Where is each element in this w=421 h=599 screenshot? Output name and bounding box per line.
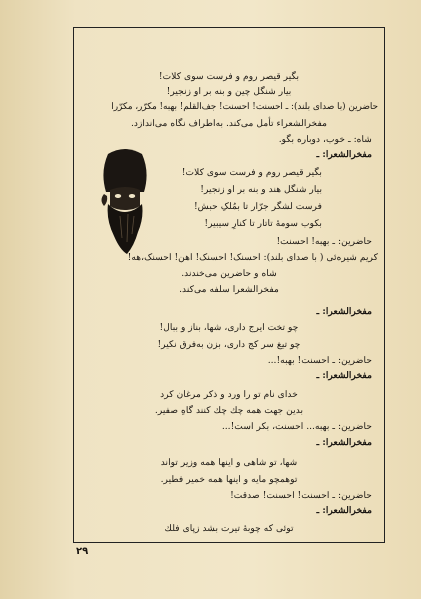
speaker-label: مفخرالشعرا: ـ [316,306,372,317]
verse-line: بگیر قیصر روم و فرست سوی کلات! [181,167,322,178]
verse-line: توهمچو مایه و اینها همه خمیر فطیر. [160,474,298,485]
speaker-label: مفخرالشعرا: ـ [316,437,372,448]
dialogue-line: کریم شیره‌ئی ( با صدای بلند): احسنک! احسنک! اهن! احسنک،هه! [127,252,378,263]
verse-line: بیار شنگل هند و بنه بر او زنجیر! [200,184,322,195]
dialogue-line: حاضرین: ـ احسنت! احسنت! صدقت! [230,490,372,501]
verse-line: بگیر قیصر روم و فرست سوی کلات! [158,71,300,82]
verse-line: بدین جهت همه چك چك کنند گاهِ صفیر. [154,405,304,416]
verse-line: شها، تو شاهی و اینها همه وزیر تواند [160,457,298,468]
verse-line: بیار شنگل چین و بنه بر او زنجیر! [166,86,292,97]
verse-line: فرست لشگر جرّار تا بمُلکِ حبش! [193,201,322,212]
stage-direction: مفخرالشعرا سلفه می‌کند. [179,284,279,295]
verse-line: چو تخت ایرج داری، شها، بناز و ببال! [159,322,299,333]
speaker-label: مفخرالشعرا: ـ [316,370,372,381]
page-number: ۲۹ [76,546,89,557]
portrait-sketch [94,146,156,260]
verse-line: خدای نام تو را ورد و ذکر مرغان کرد [160,389,298,400]
dialogue-line: حاضرین (با صدای بلند): ـ احسنت! احسنت! جف‌القلم! بهبه! مکرّر، مکرّرا [111,102,378,112]
verse-line: چو تیغ سر کج داری، بزن به‌فرق نکیر! [157,339,301,350]
dialogue-line: حاضرین: ـ بهبه... احسنت، بکر است!... [221,421,372,432]
speaker-label: مفخرالشعرا: ـ [316,505,372,516]
stage-direction: مفخرالشعراء تأمل می‌کند. به‌اطراف نگاه می‌اندازد. [130,118,328,129]
verse-line: بکوب سومهٔ تاتار تا کنارِ سیبیر! [204,218,322,229]
stage-direction: شاه و حاضرین می‌خندند. [181,268,277,279]
text-frame [73,27,385,543]
verse-line: توئی که چوبهٔ تیرت بشد زپای فلك [164,523,294,534]
dialogue-line: شاه: ـ خوب، دوباره بگو. [278,134,372,145]
dialogue-line: حاضرین: ـ بهبه! احسنت! [276,236,372,247]
dialogue-line: حاضرین: ـ احسنت! بهبه!... [267,355,372,366]
speaker-label: مفخرالشعرا: ـ [316,149,372,160]
